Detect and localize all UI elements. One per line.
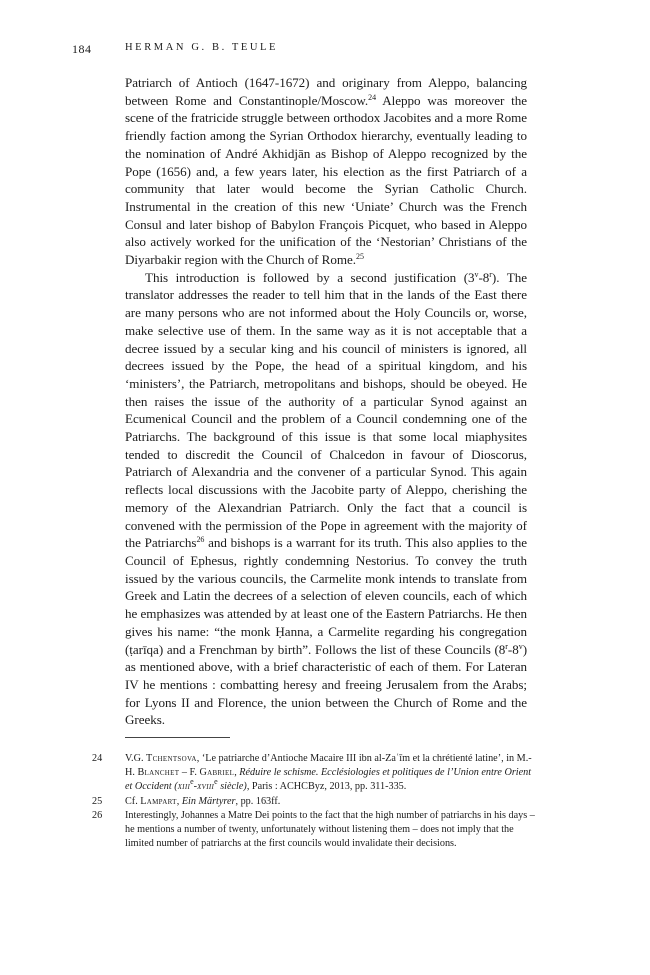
note-text: , Paris : ACHCByz, 2013, pp. 311-335. xyxy=(246,781,407,793)
ordinal-superscript: e xyxy=(190,777,194,787)
folio-superscript: v xyxy=(518,641,523,651)
text-run: Aleppo was moreover the scene of the fratricide struggle between orthodox Jacobites and a more Rome friendly faction among the Syrian Orthodox hierarchy, eventually leading to the nomination of André Akhidjān as Bishop of Aleppo recognized by the Pope (1656) and, a few years later, his election as the first Patriarch of a community that later would become the Syrian Catholic Church. Instrumental in the creation of this new ‘Uniate’ Church was the French Consul and later bishop of Babylon François Picquet, who based in Aleppo also actively worked for the unification of the ‘Nestorian’ Christians of the Diyarbakir region with the Church of Rome. xyxy=(125,92,528,268)
book-title: Réduire le schisme. Ecclésiologies et politiques de l’Union entre Orient et Occident ( xyxy=(125,767,532,793)
author-name: Lampart xyxy=(140,795,177,807)
footnote-number: 24 xyxy=(92,753,103,764)
author-name: Gabriel xyxy=(199,767,235,779)
footnotes xyxy=(92,752,538,851)
text-run: This introduction is followed by a second justification (3 xyxy=(145,269,475,285)
ordinal-superscript: e xyxy=(214,777,218,787)
note-text: , xyxy=(176,795,182,807)
author-name: Blanchet xyxy=(137,767,180,779)
note-text: , ‘Le patriarche d’Antioche Macaire III ibn al-Zaʿīm et la chrétienté latine’, in M.-H. xyxy=(125,753,532,779)
folio-superscript: r xyxy=(505,641,508,651)
text-run: -8 xyxy=(507,641,519,657)
footnote-ref-25[interactable]: 25 xyxy=(356,252,364,262)
note-text: – F. xyxy=(179,767,200,779)
note-text: V.G. xyxy=(125,753,147,764)
footnote-number: 26 xyxy=(92,809,103,821)
footnote-ref-26[interactable]: 26 xyxy=(196,535,205,545)
footnote-number: 25 xyxy=(92,795,103,807)
note-text: , pp. 163ff. xyxy=(235,795,281,807)
page-number: 184 xyxy=(72,42,92,56)
note-text: Interestingly, Johannes a Matre Dei points to the fact that the high number of patriarchs in his days – he mentions a number of twenty, unfortunately without listening them – does not imply that the limited number of patriarchs at the first councils would invalidate their decisions. xyxy=(125,809,535,850)
folio-superscript: r xyxy=(489,269,492,279)
author-name: Tchentsova xyxy=(146,753,197,764)
folio-superscript: v xyxy=(474,269,479,279)
footnote-separator xyxy=(125,737,230,738)
book-title: - xyxy=(193,781,198,793)
paragraph-1 xyxy=(125,74,527,269)
text-run: ) as mentioned above, with a brief characteristic of each of them. For Lateran IV he mentions : combatting heresy and freeing Jerusalem from the Arabs; for Lyons II and Florence, the union between the Church of Rome and the Greeks. xyxy=(125,641,527,728)
footnote-24 xyxy=(92,752,538,795)
body-text xyxy=(125,74,527,729)
running-head: HERMAN G. B. TEULE xyxy=(125,42,279,53)
century-numeral: xviii xyxy=(197,781,215,793)
text-run: Patriarch of Antioch (1647-1672) and originary from Aleppo, balancing between Rome and Constantinople/Moscow. xyxy=(125,75,527,108)
century-numeral: xiii xyxy=(177,781,191,793)
text-run: ). The translator addresses the reader to tell him that in the lands of the East there are many persons who are not informed about the Holy Councils or, worse, make selective use of them. In the same way as it is not acceptable that a decree issued by a secular king and his council of ministers is ignored, all decrees issued by the Pope, the head of a spiritual kingdom, and his ‘ministers’, the Patriarch, metropolitans and bishops, should be obeyed. He then raises the issue of the authority of a particular Synod against an Ecumenical Council and the problem of a Council condemning one of the Patriarchs. The background of this issue is that some local miaphysites tended to discredit the Council of Chalcedon in favour of Dioscorus, Patriarch of Alexandria and the convener of a particular Synod. This again reflects local discussions with the Jacobite party of Aleppo, cherishing the memory of the Alexandrian Patriarch. Only the fact that a council is convened with the permission of the Pope in agreement with the majority of the Patriarchs xyxy=(125,269,527,551)
book-title: siècle) xyxy=(217,781,247,793)
footnote-26 xyxy=(92,809,538,852)
note-text: , xyxy=(234,767,240,779)
footnote-ref-24[interactable]: 24 xyxy=(368,92,377,102)
note-text: Cf. xyxy=(125,795,141,807)
text-run: -8 xyxy=(478,269,490,285)
paragraph-2 xyxy=(125,269,527,729)
book-title: Ein Märtyrer xyxy=(181,795,236,807)
footnote-25 xyxy=(92,795,538,809)
text-run: and bishops is a warrant for its truth. This also applies to the Council of Ephesus, rightly condemning Nestorius. To convey the truth issued by the various councils, the Carmelite monk intends to translate from Greek and Latin the decrees of a selection of eleven councils, each of which he emphasizes was attended by at least one of the Eastern Patriarchs. He then gives his name: “the monk Ḥanna, a Carmelite regarding his congregation (ṭarīqa) and a Frenchman by birth”. Follows the list of these Councils (8 xyxy=(125,535,527,657)
